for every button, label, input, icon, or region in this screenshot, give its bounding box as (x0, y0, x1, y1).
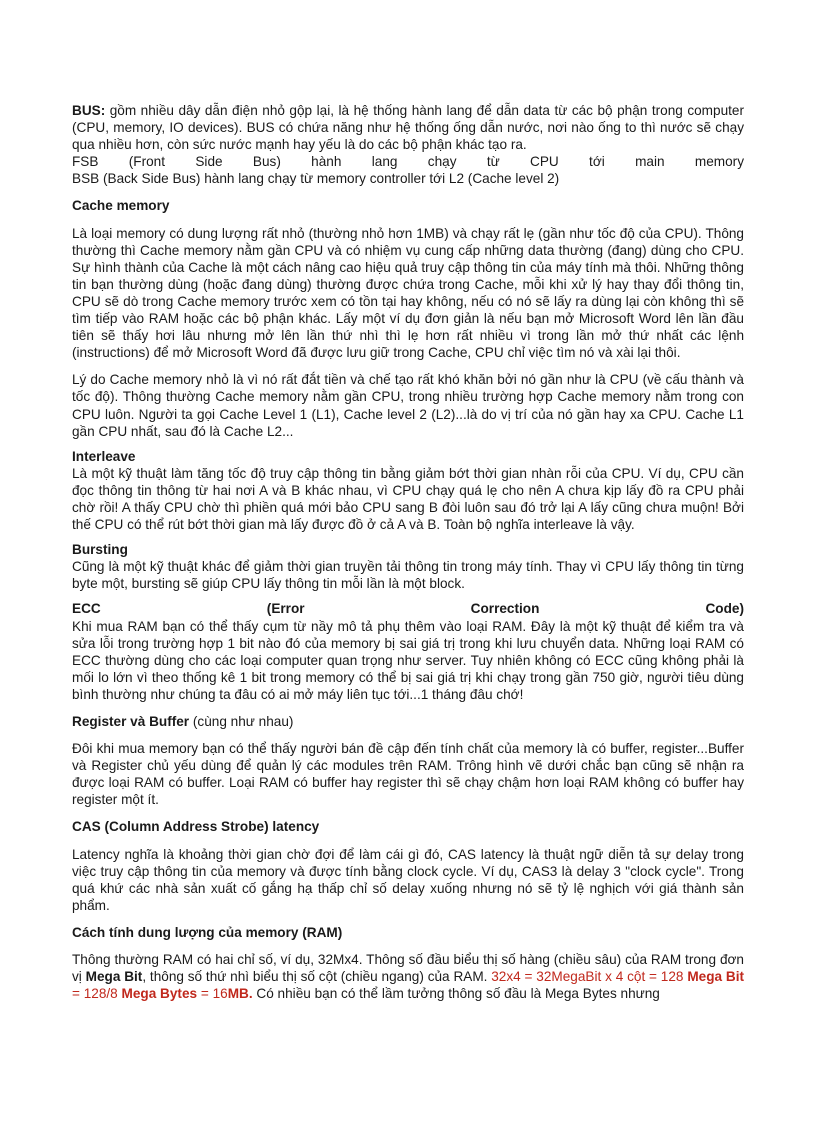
capacity-paragraph (72, 951, 744, 1002)
calc-part-1: 32x4 = 32MegaBit x 4 cột = 128 (491, 969, 688, 985)
register-heading-line (72, 713, 744, 730)
ecc-heading: ECC (Error Correction Code) (72, 601, 744, 617)
interleave-heading: Interleave (72, 448, 136, 464)
capacity-text-3: Có nhiều bạn có thể lầm tưởng thông số đầu là Mega Bytes nhưng (252, 986, 660, 1002)
cas-heading: CAS (Column Address Strobe) latency (72, 819, 320, 835)
register-heading: Register và Buffer (72, 714, 190, 729)
cas-paragraph: Latency nghĩa là khoảng thời gian chờ đợi để làm cái gì đó, CAS latency là thuật ngữ diễn tả sự delay trong việc truy cập thông tin của memory và được tính bằng clock cycle. Ví dụ, CAS3 là delay 3 "clock cycle". Trong quá khứ các nhà sản xuất cố gắng hạ thấp chỉ số delay xuống nhưng nó sẽ tỷ lệ nghịch với giá thành sản phẩm. (72, 846, 744, 913)
calc-mega-bit: Mega Bit (687, 969, 744, 985)
fsb-line: FSB (Front Side Bus) hành lang chạy từ CPU tới main memory (72, 154, 744, 170)
register-heading-note: (cùng như nhau) (189, 714, 294, 729)
calc-mb: MB. (227, 986, 253, 1002)
register-paragraph: Đôi khi mua memory bạn có thể thấy người bán đề cập đến tính chất của memory là có buffer, register...Buffer và Register chủ yếu dùng để quản lý các modules trên RAM. Trông hình vẽ dưới chắc bạn cũng sẽ nhận ra được loại RAM có buffer. Loại RAM có buffer hay register thì sẽ chạy chậm hơn loại RAM không có buffer hay register một ít. (72, 741, 744, 808)
capacity-heading: Cách tính dung lượng của memory (RAM) (72, 924, 343, 940)
bsb-line: BSB (Back Side Bus) hành lang chạy từ memory controller tới L2 (Cache level 2) (72, 171, 560, 187)
ecc-paragraph: Khi mua RAM bạn có thể thấy cụm từ nầy mô tả phụ thêm vào loại RAM. Đây là một kỹ thuật để kiểm tra và sửa lỗi trong trường hợp 1 bit nào đó của memory bị sai giá trị trong khi lưu chuyển data. Những loại RAM có ECC thường dùng cho các loại computer quan trọng như server. Tuy nhiên không có ECC cũng không phải là mối lo lớn vì theo thống kê 1 bit trong memory có thể bị sai giá trị khi chạy trong gần 750 giờ, người tiêu dùng bình thường như chúng ta đâu có ai mở máy liên tục tới...1 tháng đâu chớ! (72, 618, 744, 702)
capacity-text-2: , thông số thứ nhì biểu thị số cột (chiều ngang) của RAM. (142, 969, 492, 985)
mega-bit-term: Mega Bit (85, 969, 143, 985)
bus-paragraph (72, 102, 744, 153)
interleave-paragraph: Là một kỹ thuật làm tăng tốc độ truy cập thông tin bằng giảm bớt thời gian nhàn rỗi của CPU. Ví dụ, CPU cần đọc thông tin thông từ hai nơi A và B khác nhau, vì CPU chạy quá lẹ cho nên A chưa kịp lấy đồ ra CPU phải chờ rồi! A thấy CPU chờ thì phiền quá mới bảo CPU sang B đòi luôn sau đó trở lại A lấy cũng chưa muộn! Bởi thế CPU có thể rút bớt thời gian mà lấy được đồ ở cả A và B. Toàn bộ nghĩa interleave là vậy. (72, 465, 744, 533)
calc-part-2: = 128/8 (72, 986, 122, 1002)
calc-part-3: = 16 (197, 986, 228, 1002)
cache-heading: Cache memory (72, 198, 170, 214)
cache-paragraph-2: Lý do Cache memory nhỏ là vì nó rất đắt tiền và chế tạo rất khó khăn bởi nó gần như là CPU (về cấu thành và tốc độ). Thông thường Cache memory nằm gần CPU, trong nhiều trường hợp Cache memory nằm trong con CPU luôn. Người ta gọi Cache Level 1 (L1), Cache level 2 (L2)...là do vị trí của nó gần hay xa CPU. Cache L1 gần CPU nhất, sau đó là Cache L2... (72, 372, 744, 439)
bursting-heading: Bursting (72, 542, 128, 558)
capacity-text-1: Thông thường RAM có hai chỉ số, ví dụ, 32Mx4. Thông số đầu biểu thị số hàng (chiều sâu) của RAM trong đơn vị (72, 952, 744, 985)
bursting-paragraph: Cũng là một kỹ thuật khác để giảm thời gian truyền tải thông tin trong máy tính. Thay vì CPU lấy thông tin từng byte một, bursting sẽ giúp CPU lấy thông tin mỗi lần là một block. (72, 559, 744, 592)
bus-text: gồm nhiều dây dẫn điện nhỏ gộp lại, là hệ thống hành lang để dẫn data từ các bộ phận trong computer (CPU, memory, IO devices). BUS có chứa năng như hệ thống ống dẫn nước, nơi nào ống to thì nước sẽ chạy qua nhiều hơn, còn sức nước mạnh hay yếu là do các bộ phận khác tạo ra. (72, 103, 744, 153)
document-page (72, 102, 744, 1002)
cache-paragraph-1: Là loại memory có dung lượng rất nhỏ (thường nhỏ hơn 1MB) và chạy rất lẹ (gần như tốc độ của CPU). Thông thường thì Cache memory nằm gần CPU và có nhiệm vụ cung cấp những data thường (đang) dùng cho CPU. Sự hình thành của Cache là một cách nâng cao hiệu quả truy cập thông tin của máy tính mà thôi. Những thông tin bạn thường dùng (hoặc đang dùng) thường được chứa trong Cache, mỗi khi xử lý hay thay đổi thông tin, CPU sẽ dò trong Cache memory trước xem có tồn tại hay không, nếu có nó sẽ lấy ra dùng lại còn không thì sẽ tìm tiếp vào RAM hoặc các bộ phận khác. Lấy một ví dụ đơn giản là nếu bạn mở Microsoft Word lên lần đầu tiên sẽ thấy hơi lâu nhưng mở lên lần thứ nhì thì lẹ hơn rất nhiều vì trong lần mở thứ nhất các lệnh (instructions) để mở Microsoft Word đã được lưu giữ trong Cache, CPU chỉ việc tìm nó và xài lại thôi. (72, 225, 744, 361)
calc-mega-bytes: Mega Bytes (121, 986, 198, 1002)
bus-label: BUS: (72, 103, 106, 118)
